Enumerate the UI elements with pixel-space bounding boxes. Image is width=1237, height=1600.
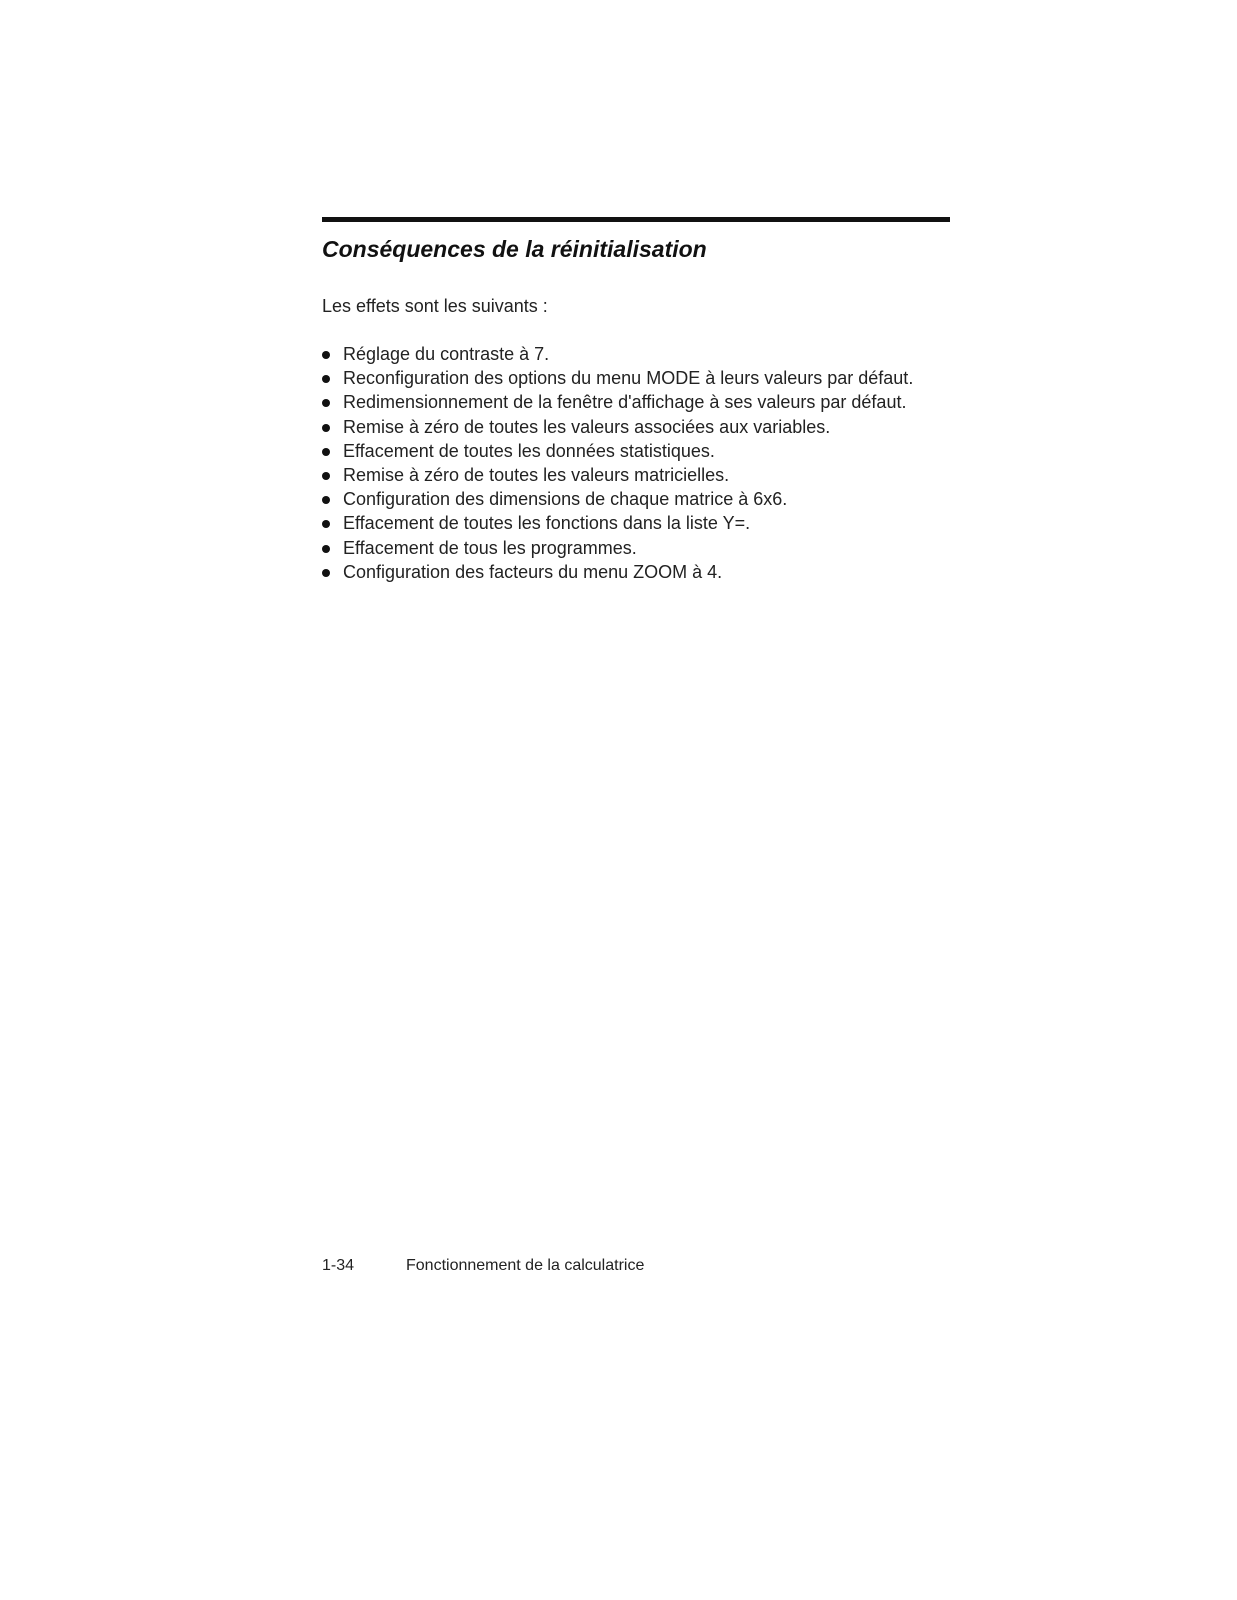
- section-title: Conséquences de la réinitialisation: [322, 236, 707, 262]
- list-item-text: Remise à zéro de toutes les valeurs matricielles.: [343, 464, 730, 485]
- bullet-icon: [322, 545, 330, 553]
- bullet-icon: [322, 351, 330, 359]
- list-item-text: Effacement de toutes les fonctions dans la liste Y=.: [343, 513, 751, 534]
- footer-chapter-title: Fonctionnement de la calculatrice: [406, 1257, 645, 1274]
- bullet-icon: [322, 375, 330, 383]
- list-item-text: Effacement de toutes les données statistiques.: [343, 440, 715, 461]
- list-item-text: Reconfiguration des options du menu MODE à leurs valeurs par défaut.: [343, 368, 914, 389]
- bullet-icon: [322, 472, 330, 480]
- list-item-text: Remise à zéro de toutes les valeurs associées aux variables.: [343, 416, 831, 437]
- bullet-icon: [322, 496, 330, 504]
- page-number: 1-34: [322, 1257, 355, 1274]
- bullet-icon: [322, 520, 330, 528]
- intro-text: Les effets sont les suivants :: [322, 296, 548, 316]
- bullet-icon: [322, 424, 330, 432]
- list-item-text: Configuration des facteurs du menu ZOOM à 4.: [343, 561, 723, 582]
- list-item-text: Configuration des dimensions de chaque matrice à 6x6.: [343, 489, 788, 510]
- list-item-text: Réglage du contraste à 7.: [343, 344, 550, 364]
- bullet-icon: [322, 399, 330, 407]
- list-item-text: Redimensionnement de la fenêtre d'affichage à ses valeurs par défaut.: [343, 392, 907, 413]
- bullet-icon: [322, 569, 330, 577]
- list-item-text: Effacement de tous les programmes.: [343, 537, 637, 558]
- bullet-icon: [322, 448, 330, 456]
- section-rule: [322, 217, 950, 222]
